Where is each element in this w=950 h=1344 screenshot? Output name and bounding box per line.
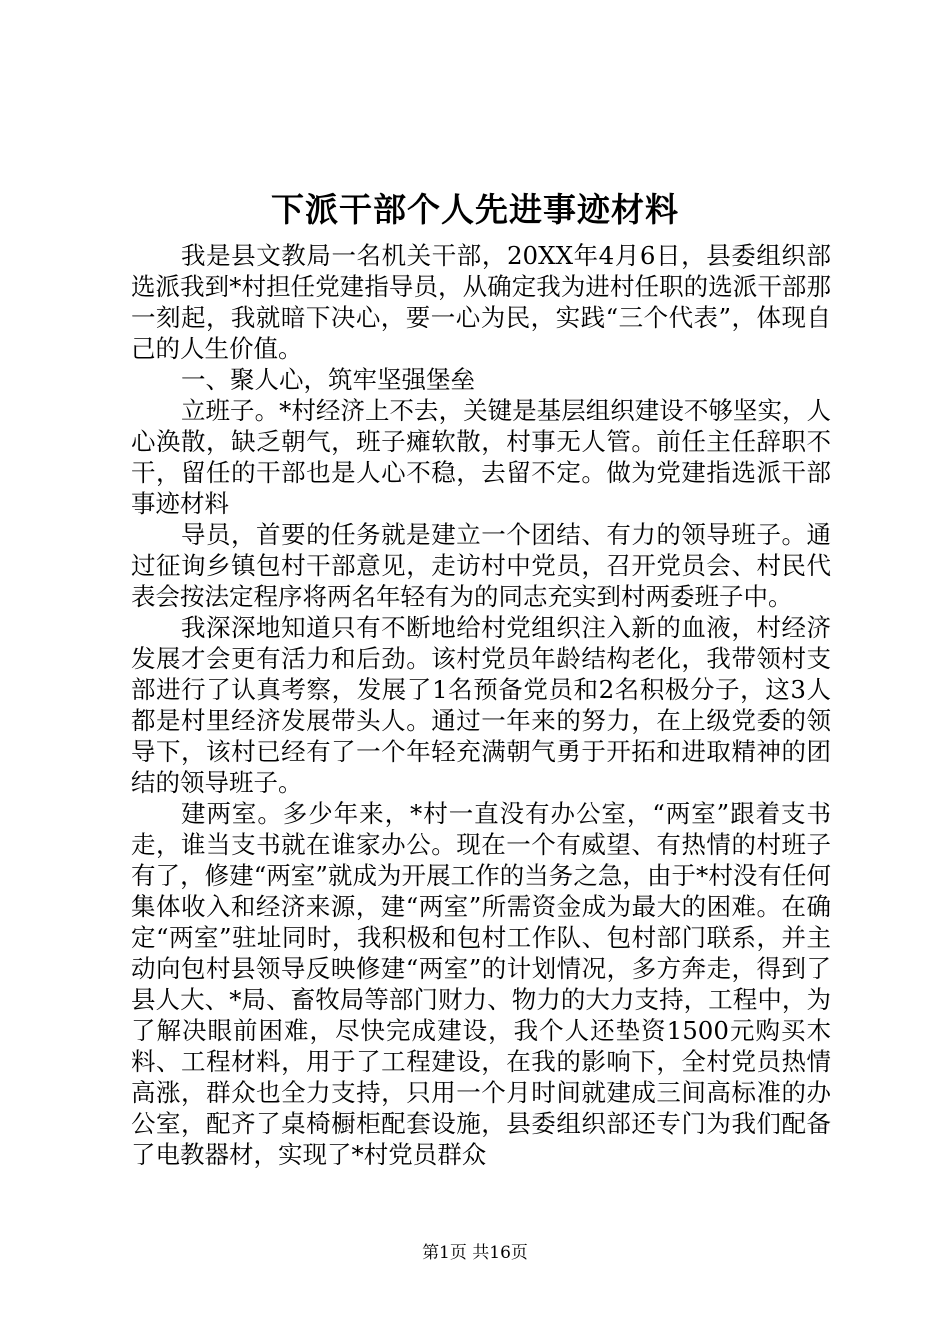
document-title: 下派干部个人先进事迹材料 — [271, 190, 679, 229]
page-footer: 第1页 共16页 — [422, 1243, 528, 1263]
paragraph-new-blood: 我深深地知道只有不断地给村党组织注入新的血液，村经济发展才会更有活力和后劲。该村党员年龄结构老化，我带领村支部进行了认真考察，发展了1名预备党员和2名积极分子，这3人都是村里经济发展带头人。通过一年来的努力，在上级党委的领导下，该村已经有了一个年轻充满朝气勇于开拓和进取精神的团结的领导班子。 — [131, 613, 831, 797]
paragraph-build-office: 建两室。多少年来，*村一直没有办公室，“两室”跟着支书走，谁当支书就在谁家办公。现在一个有威望、有热情的村班子有了，修建“两室”就成为开展工作的当务之急，由于*村没有任何集体收入和经济来源，建“两室”所需资金成为最大的困难。在确定“两室”驻址同时，我积极和包村工作队、包村部门联系，并主动向包村县领导反映修建“两室”的计划情况，多方奔走，得到了县人大、*局、畜牧局等部门财力、物力的大力支持，工程中，为了解决眼前困难，尽快完成建设，我个人还垫资1500元购买木料、工程材料，用于了工程建设，在我的影响下，全村党员热情高涨，群众也全力支持，只用一个月时间就建成三间高标准的办公室，配齐了桌椅橱柜配套设施，县委组织部还专门为我们配备了电教器材，实现了*村党员群众 — [131, 799, 831, 1169]
paragraph-guide: 导员，首要的任务就是建立一个团结、有力的领导班子。通过征询乡镇包村干部意见，走访村中党员，召开党员会、村民代表会按法定程序将两名年轻有为的同志充实到村两委班子中。 — [131, 520, 831, 611]
paragraph-build-team: 立班子。*村经济上不去，关键是基层组织建设不够坚实，人心涣散，缺乏朝气，班子瘫软散，村事无人管。前任主任辞职不干，留任的干部也是人心不稳，去留不定。做为党建指选派干部事迹材料 — [131, 396, 831, 518]
section-heading: 一、聚人心，筑牢坚强堡垒 — [181, 365, 475, 394]
document-body — [131, 240, 831, 1170]
paragraph-intro: 我是县文教局一名机关干部，20XX年4月6日，县委组织部选派我到*村担任党建指导员，从确定我为进村任职的选派干部那一刻起，我就暗下决心，要一心为民，实践“三个代表”，体现自己的人生价值。 — [131, 241, 831, 363]
